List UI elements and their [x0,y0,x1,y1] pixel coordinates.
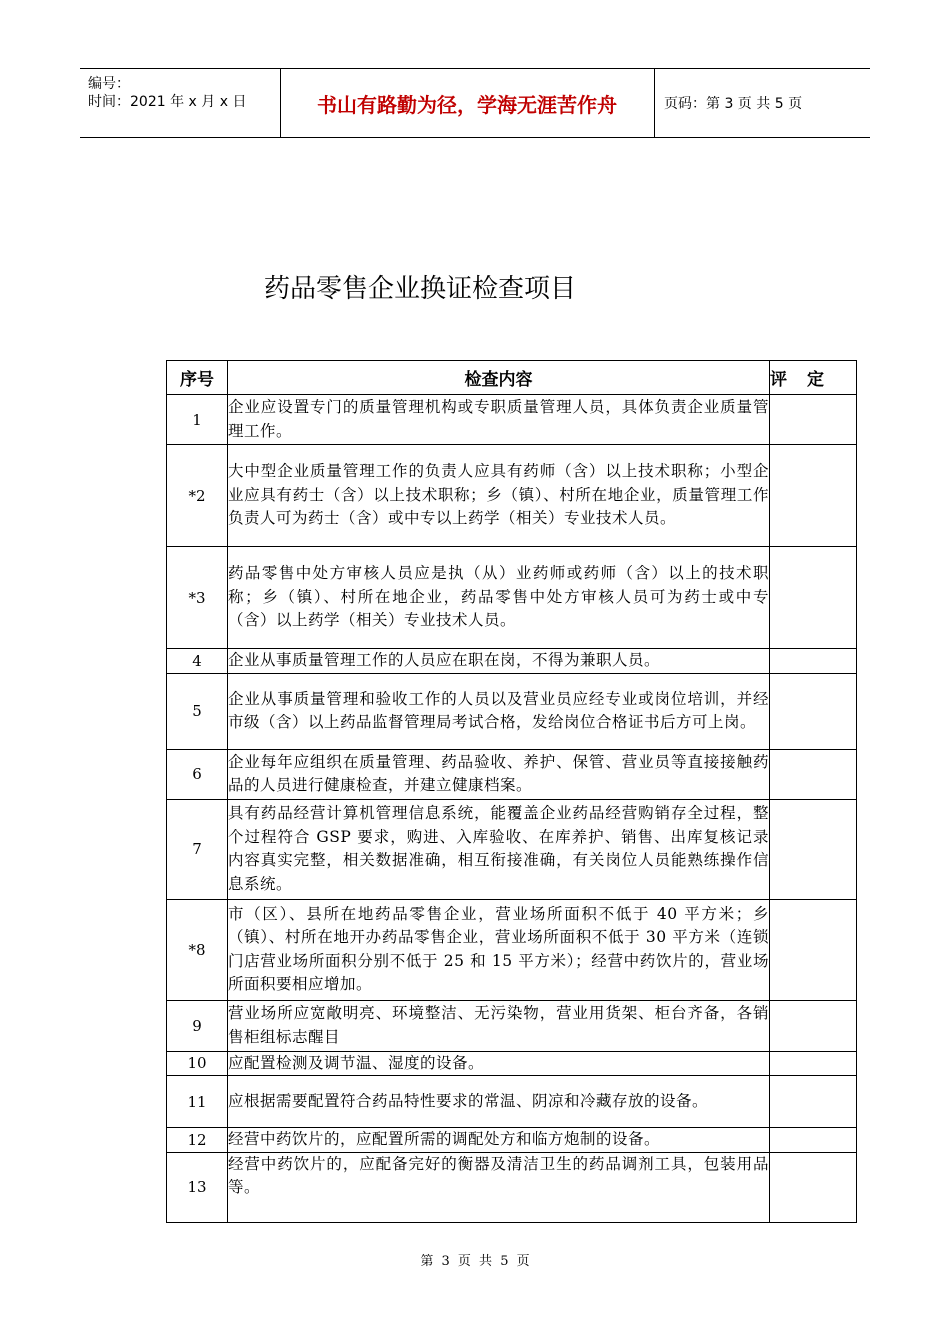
row-seq: 13 [167,1152,228,1222]
row-score [770,673,857,749]
row-seq: 4 [167,649,228,674]
row-content: 具有药品经营计算机管理信息系统，能覆盖企业药品经营购销存全过程，整个过程符合 GSP 要求，购进、入库验收、在库养护、销售、出库复核记录内容真实完整，相关数据准确，相互衔接准确，有关岗位人员能熟练操作信息系统。 [228,799,770,899]
row-seq: 11 [167,1076,228,1128]
row-content: 药品零售中处方审核人员应是执（从）业药师或药师（含）以上的技术职称；乡（镇）、村所在地企业，药品零售中处方审核人员可为药士或中专（含）以上药学（相关）专业技术人员。 [228,547,770,649]
row-score [770,1051,857,1076]
table-row [167,899,857,1000]
row-seq: 5 [167,673,228,749]
row-score [770,1076,857,1128]
table-row [167,547,857,649]
table-row [167,1076,857,1128]
row-content: 企业从事质量管理工作的人员应在职在岗，不得为兼职人员。 [228,649,770,674]
table-row [167,649,857,674]
row-seq: 7 [167,799,228,899]
table-row [167,1152,857,1222]
row-score [770,1152,857,1222]
row-content: 企业从事质量管理和验收工作的人员以及营业员应经专业或岗位培训，并经市级（含）以上药品监督管理局考试合格，发给岗位合格证书后方可上岗。 [228,673,770,749]
time-label: 时间：2021 年 x 月 x 日 [88,94,247,110]
page-footer: 第 3 页 共 5 页 [420,1254,530,1269]
header-motto: 书山有路勤为径，学海无涯苦作舟 [280,69,655,137]
header-meta [80,69,281,137]
header-seq: 序号 [167,361,228,395]
table-row [167,1128,857,1153]
table-row [167,445,857,547]
row-seq: *3 [167,547,228,649]
row-seq: 9 [167,1000,228,1051]
row-content: 企业应设置专门的质量管理机构或专职质量管理人员，具体负责企业质量管理工作。 [228,395,770,445]
page-title: 药品零售企业换证检查项目 [264,274,577,304]
row-score [770,899,857,1000]
row-content: 应配置检测及调节温、湿度的设备。 [228,1051,770,1076]
row-seq: *8 [167,899,228,1000]
table-row [167,749,857,799]
row-seq: 12 [167,1128,228,1153]
row-score [770,547,857,649]
row-content: 经营中药饮片的，应配置所需的调配处方和临方炮制的设备。 [228,1128,770,1153]
row-seq: *2 [167,445,228,547]
row-seq: 6 [167,749,228,799]
row-seq: 10 [167,1051,228,1076]
row-score [770,1000,857,1051]
row-score [770,1128,857,1153]
page-header [80,68,870,138]
table-header-row [167,361,857,395]
table-row [167,1000,857,1051]
table-row [167,395,857,445]
row-seq: 1 [167,395,228,445]
row-content: 市（区）、县所在地药品零售企业，营业场所面积不低于 40 平方米；乡（镇）、村所在地开办药品零售企业，营业场所面积不低于 30 平方米（连锁门店营业场所面积分别不低于 25 和 15 平方米）；经营中药饮片的，营业场所面积要相应增加。 [228,899,770,1000]
row-content: 营业场所应宽敞明亮、环境整洁、无污染物，营业用货架、柜台齐备，各销售柜组标志醒目 [228,1000,770,1051]
table-row [167,1051,857,1076]
row-score [770,799,857,899]
row-score [770,395,857,445]
header-score: 评定 [770,361,857,395]
table-row [167,799,857,899]
row-content: 经营中药饮片的，应配备完好的衡器及清洁卫生的药品调剂工具，包装用品等。 [228,1152,770,1222]
row-content: 大中型企业质量管理工作的负责人应具有药师（含）以上技术职称；小型企业应具有药士（含）以上技术职称；乡（镇）、村所在地企业，质量管理工作负责人可为药士（含）或中专以上药学（相关）专业技术人员。 [228,445,770,547]
number-label: 编号： [88,76,130,92]
header-page-code: 页码：第 3 页 共 5 页 [664,96,803,112]
row-content: 应根据需要配置符合药品特性要求的常温、阴凉和冷藏存放的设备。 [228,1076,770,1128]
row-content: 企业每年应组织在质量管理、药品验收、养护、保管、营业员等直接接触药品的人员进行健康检查，并建立健康档案。 [228,749,770,799]
row-score [770,649,857,674]
row-score [770,445,857,547]
inspection-table [166,360,857,1223]
table-row [167,673,857,749]
header-content: 检查内容 [228,361,770,395]
row-score [770,749,857,799]
